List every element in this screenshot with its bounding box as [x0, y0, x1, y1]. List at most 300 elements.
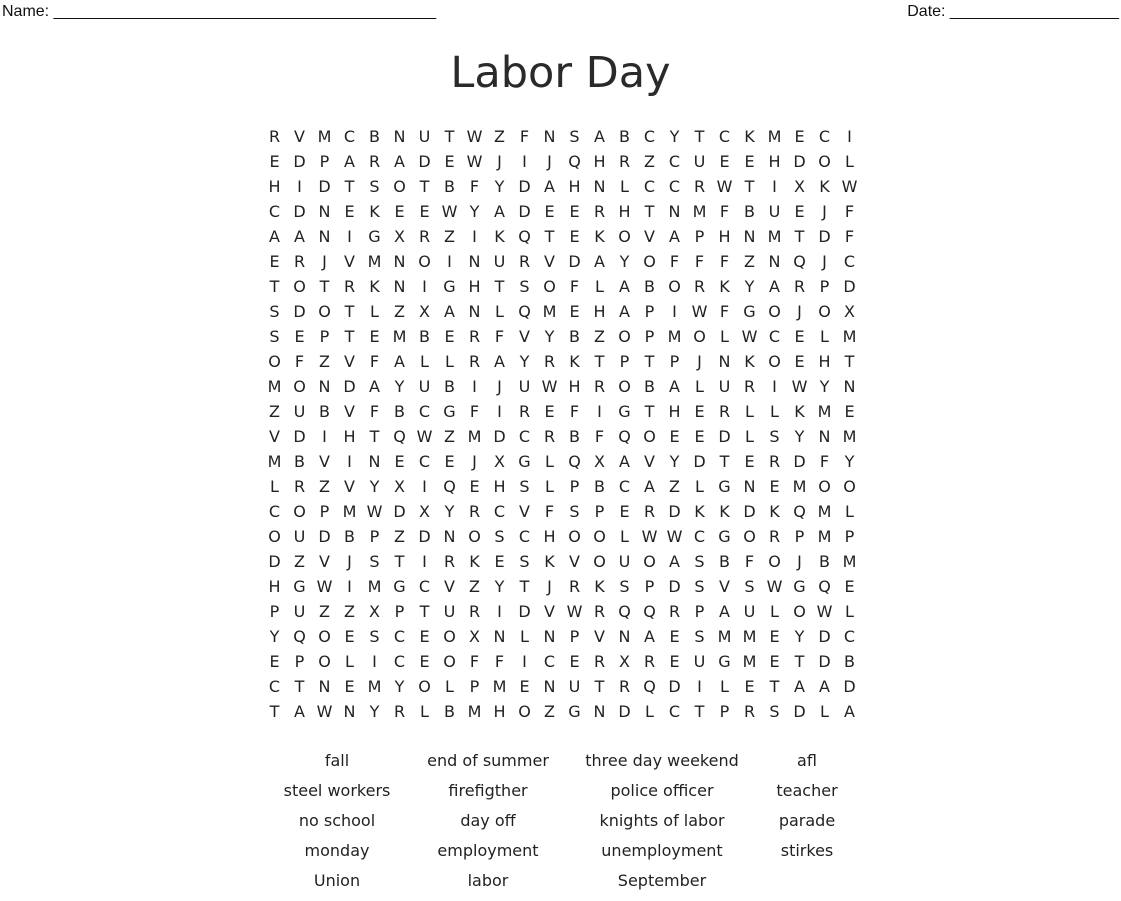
grid-letter: I [347, 227, 352, 246]
grid-letter: B [444, 702, 455, 721]
name-field-label: Name: ___________________________________________ [2, 3, 437, 20]
grid-letter: D [393, 502, 406, 521]
grid-letter: X [394, 477, 405, 496]
grid-letter: G [518, 452, 531, 471]
grid-letter: F [844, 202, 855, 221]
grid-letter: D [668, 502, 681, 521]
grid-letter: R [468, 602, 481, 621]
grid-letter: O [318, 302, 331, 321]
grid-letter: E [794, 327, 805, 346]
grid-letter: M [342, 502, 357, 521]
grid-letter: E [744, 452, 755, 471]
grid-letter: Y [669, 452, 680, 471]
grid-letter: T [419, 602, 430, 621]
grid-letter: U [693, 652, 706, 671]
grid-letter: N [368, 452, 381, 471]
grid-letter: H [593, 152, 606, 171]
grid-letter: J [822, 252, 827, 271]
grid-letter: D [418, 527, 431, 546]
grid-letter: O [618, 377, 631, 396]
grid-letter: V [644, 227, 655, 246]
grid-letter: V [444, 577, 455, 596]
grid-letter: U [768, 202, 781, 221]
grid-letter: N [393, 252, 406, 271]
grid-letter: I [347, 452, 352, 471]
grid-letter: E [419, 652, 430, 671]
grid-letter: H [768, 152, 781, 171]
grid-letter: E [419, 202, 430, 221]
grid-letter: D [318, 177, 331, 196]
grid-letter: H [493, 477, 506, 496]
grid-letter: K [694, 502, 705, 521]
grid-letter: T [519, 577, 530, 596]
grid-letter: N [668, 202, 681, 221]
grid-letter: A [769, 277, 780, 296]
grid-letter: F [719, 252, 730, 271]
grid-letter: R [693, 177, 706, 196]
grid-letter: R [618, 677, 631, 696]
grid-letter: T [719, 452, 730, 471]
grid-letter: O [268, 527, 281, 546]
grid-letter: E [719, 152, 730, 171]
grid-letter: D [518, 602, 531, 621]
grid-letter: I [447, 252, 452, 271]
grid-letter: D [818, 627, 831, 646]
grid-letter: N [718, 352, 731, 371]
grid-letter: K [494, 227, 505, 246]
grid-letter: D [818, 652, 831, 671]
grid-letter: M [467, 427, 482, 446]
grid-letter: M [792, 477, 807, 496]
grid-letter: Y [494, 577, 505, 596]
grid-letter: M [842, 327, 857, 346]
grid-letter: P [569, 477, 580, 496]
grid-letter: M [367, 677, 382, 696]
grid-letter: B [569, 327, 580, 346]
grid-letter: V [344, 402, 355, 421]
grid-letter: L [745, 402, 754, 421]
grid-letter: A [719, 602, 730, 621]
grid-letter: T [794, 652, 805, 671]
grid-letter: J [697, 352, 702, 371]
grid-letter: V [519, 327, 530, 346]
grid-letter: I [697, 677, 702, 696]
grid-letter: M [267, 377, 282, 396]
grid-letter: P [294, 652, 305, 671]
grid-letter: R [518, 252, 531, 271]
grid-letter: D [793, 452, 806, 471]
grid-letter: R [443, 552, 456, 571]
grid-letter: W [741, 327, 758, 346]
grid-letter: Q [568, 152, 581, 171]
grid-letter: F [294, 352, 305, 371]
grid-letter: R [718, 402, 731, 421]
grid-letter: R [743, 377, 756, 396]
grid-letter: M [767, 227, 782, 246]
grid-letter: I [347, 577, 352, 596]
grid-letter: Y [394, 377, 405, 396]
grid-letter: Y [369, 702, 380, 721]
grid-letter: W [466, 127, 483, 146]
grid-letter: I [497, 402, 502, 421]
grid-letter: N [843, 377, 856, 396]
grid-letter: U [443, 602, 456, 621]
grid-letter: F [844, 227, 855, 246]
grid-letter: T [694, 127, 705, 146]
grid-letter: R [693, 277, 706, 296]
grid-letter: T [319, 277, 330, 296]
grid-letter: Z [544, 702, 555, 721]
grid-letter: C [843, 627, 856, 646]
grid-letter: L [820, 702, 829, 721]
grid-letter: W [466, 152, 483, 171]
grid-letter: E [369, 327, 380, 346]
grid-letter: L [745, 427, 754, 446]
grid-letter: J [322, 252, 327, 271]
grid-letter: D [618, 702, 631, 721]
grid-letter: X [419, 302, 430, 321]
grid-letter: E [344, 202, 355, 221]
word-list-item: afl [797, 751, 817, 770]
grid-letter: V [319, 452, 330, 471]
grid-letter: N [318, 377, 331, 396]
grid-letter: N [743, 477, 756, 496]
grid-letter: O [318, 627, 331, 646]
grid-letter: R [593, 202, 606, 221]
grid-letter: D [518, 177, 531, 196]
grid-letter: X [494, 452, 505, 471]
grid-letter: H [268, 577, 281, 596]
grid-letter: M [392, 327, 407, 346]
grid-letter: E [844, 577, 855, 596]
word-list-item: teacher [776, 781, 838, 800]
grid-letter: L [695, 477, 704, 496]
grid-letter: D [343, 377, 356, 396]
grid-letter: P [844, 527, 855, 546]
grid-letter: E [569, 302, 580, 321]
grid-letter: R [643, 652, 656, 671]
grid-letter: E [519, 677, 530, 696]
grid-letter: Y [444, 502, 455, 521]
grid-letter: E [419, 627, 430, 646]
grid-letter: F [819, 452, 830, 471]
grid-letter: X [419, 502, 430, 521]
grid-letter: E [394, 202, 405, 221]
word-list-item: police officer [610, 781, 714, 800]
grid-letter: D [268, 552, 281, 571]
grid-letter: Z [644, 152, 655, 171]
grid-letter: P [594, 502, 605, 521]
grid-letter: L [845, 152, 854, 171]
grid-letter: Y [619, 252, 630, 271]
grid-letter: O [443, 652, 456, 671]
grid-letter: M [692, 202, 707, 221]
grid-letter: H [468, 277, 481, 296]
grid-letter: H [343, 427, 356, 446]
grid-letter: B [619, 127, 630, 146]
grid-letter: G [718, 527, 731, 546]
grid-letter: D [843, 277, 856, 296]
grid-letter: R [643, 502, 656, 521]
grid-letter: F [569, 402, 580, 421]
grid-letter: M [842, 552, 857, 571]
grid-letter: D [493, 427, 506, 446]
grid-letter: E [769, 477, 780, 496]
grid-letter: H [818, 352, 831, 371]
grid-letter: V [644, 452, 655, 471]
grid-letter: N [743, 227, 756, 246]
grid-letter: E [569, 652, 580, 671]
grid-letter: O [768, 552, 781, 571]
grid-letter: B [569, 427, 580, 446]
grid-letter: E [544, 202, 555, 221]
grid-letter: L [770, 602, 779, 621]
grid-letter: I [322, 427, 327, 446]
grid-letter: B [644, 277, 655, 296]
grid-letter: R [393, 702, 406, 721]
grid-letter: O [293, 502, 306, 521]
grid-letter: H [668, 402, 681, 421]
grid-letter: B [444, 377, 455, 396]
grid-letter: Q [393, 427, 406, 446]
grid-letter: F [719, 302, 730, 321]
grid-letter: U [293, 602, 306, 621]
grid-letter: A [619, 302, 630, 321]
grid-letter: O [418, 252, 431, 271]
grid-letter: R [543, 352, 556, 371]
grid-letter: I [422, 277, 427, 296]
grid-letter: E [694, 427, 705, 446]
grid-letter: N [593, 177, 606, 196]
grid-letter: A [669, 377, 680, 396]
grid-letter: F [369, 402, 380, 421]
grid-letter: T [494, 277, 505, 296]
grid-letter: V [569, 552, 580, 571]
grid-letter: Z [294, 552, 305, 571]
grid-letter: B [819, 552, 830, 571]
word-list-item: firefigther [448, 781, 528, 800]
date-field-label: Date: ___________________ [907, 3, 1119, 20]
grid-letter: T [419, 177, 430, 196]
grid-letter: L [820, 327, 829, 346]
grid-letter: P [269, 602, 280, 621]
grid-letter: I [772, 377, 777, 396]
grid-letter: N [343, 702, 356, 721]
grid-letter: R [668, 602, 681, 621]
grid-letter: T [269, 702, 280, 721]
grid-letter: D [293, 152, 306, 171]
grid-letter: I [472, 227, 477, 246]
grid-letter: F [469, 402, 480, 421]
grid-letter: E [444, 152, 455, 171]
grid-letter: A [594, 127, 605, 146]
grid-letter: C [543, 652, 556, 671]
grid-letter: D [293, 202, 306, 221]
word-list-item: steel workers [283, 781, 391, 800]
grid-letter: D [568, 252, 581, 271]
grid-letter: Z [469, 577, 480, 596]
grid-letter: C [668, 177, 681, 196]
word-list-item: stirkes [780, 841, 834, 860]
grid-letter: P [569, 627, 580, 646]
grid-letter: Y [794, 427, 805, 446]
grid-letter: A [294, 702, 305, 721]
grid-letter: Z [594, 327, 605, 346]
grid-letter: H [593, 302, 606, 321]
grid-letter: O [643, 252, 656, 271]
grid-letter: C [668, 702, 681, 721]
grid-letter: O [593, 552, 606, 571]
grid-letter: Q [518, 227, 531, 246]
grid-letter: O [568, 527, 581, 546]
grid-letter: A [369, 377, 380, 396]
grid-letter: O [643, 427, 656, 446]
grid-letter: N [618, 627, 631, 646]
grid-letter: Y [519, 352, 530, 371]
grid-letter: A [819, 677, 830, 696]
grid-letter: O [418, 677, 431, 696]
grid-letter: M [817, 527, 832, 546]
grid-letter: B [419, 327, 430, 346]
grid-letter: W [316, 577, 333, 596]
grid-letter: P [644, 302, 655, 321]
grid-letter: K [769, 502, 780, 521]
word-list-item: day off [460, 811, 516, 830]
grid-letter: Q [618, 602, 631, 621]
grid-letter: Q [793, 502, 806, 521]
grid-letter: I [372, 652, 377, 671]
grid-letter: J [822, 202, 827, 221]
grid-letter: F [369, 352, 380, 371]
grid-letter: W [791, 377, 808, 396]
grid-letter: N [393, 277, 406, 296]
grid-letter: S [769, 702, 780, 721]
grid-letter: A [444, 302, 455, 321]
grid-letter: S [519, 552, 530, 571]
grid-letter: E [544, 402, 555, 421]
grid-letter: G [793, 577, 806, 596]
grid-letter: E [469, 477, 480, 496]
grid-letter: L [495, 302, 504, 321]
grid-letter: X [844, 302, 855, 321]
word-list-item: end of summer [427, 751, 549, 770]
grid-letter: J [347, 552, 352, 571]
grid-letter: E [294, 327, 305, 346]
grid-letter: J [547, 152, 552, 171]
grid-letter: L [420, 352, 429, 371]
grid-letter: M [367, 252, 382, 271]
letter-grid [262, 124, 862, 724]
grid-letter: A [344, 152, 355, 171]
grid-letter: G [568, 702, 581, 721]
grid-letter: Q [618, 427, 631, 446]
grid-letter: G [443, 402, 456, 421]
grid-letter: V [344, 352, 355, 371]
grid-letter: L [445, 352, 454, 371]
grid-letter: U [743, 602, 756, 621]
grid-letter: K [794, 402, 805, 421]
grid-letter: R [593, 377, 606, 396]
grid-letter: M [742, 652, 757, 671]
grid-letter: U [693, 152, 706, 171]
grid-letter: P [644, 577, 655, 596]
grid-letter: C [268, 502, 281, 521]
grid-letter: T [344, 302, 355, 321]
grid-letter: B [394, 402, 405, 421]
grid-letter: O [643, 552, 656, 571]
grid-letter: E [269, 652, 280, 671]
grid-letter: F [744, 552, 755, 571]
grid-letter: R [768, 452, 781, 471]
page-title: Labor Day [450, 48, 671, 98]
grid-letter: Y [844, 452, 855, 471]
grid-letter: N [393, 127, 406, 146]
grid-letter: K [369, 277, 380, 296]
grid-letter: C [393, 652, 406, 671]
grid-letter: K [744, 352, 755, 371]
grid-letter: H [618, 202, 631, 221]
word-list-item: parade [778, 811, 836, 830]
grid-letter: O [293, 377, 306, 396]
grid-letter: C [268, 202, 281, 221]
grid-letter: X [369, 602, 380, 621]
grid-letter: T [694, 702, 705, 721]
grid-letter: O [768, 352, 781, 371]
grid-letter: F [519, 127, 530, 146]
word-list-item: fall [324, 751, 350, 770]
grid-letter: E [794, 202, 805, 221]
grid-letter: V [269, 427, 280, 446]
grid-letter: V [544, 252, 555, 271]
grid-letter: S [769, 427, 780, 446]
grid-letter: C [643, 127, 656, 146]
grid-letter: N [543, 627, 556, 646]
grid-letter: W [641, 527, 658, 546]
grid-letter: S [519, 277, 530, 296]
grid-letter: L [520, 627, 529, 646]
grid-letter: A [294, 227, 305, 246]
grid-letter: O [743, 527, 756, 546]
grid-letter: O [693, 327, 706, 346]
grid-letter: E [569, 202, 580, 221]
grid-letter: T [794, 227, 805, 246]
grid-letter: U [418, 377, 431, 396]
grid-letter: M [467, 702, 482, 721]
grid-letter: Q [568, 452, 581, 471]
grid-letter: J [497, 152, 502, 171]
grid-letter: Q [443, 477, 456, 496]
grid-letter: M [542, 302, 557, 321]
grid-letter: O [668, 277, 681, 296]
grid-letter: R [468, 352, 481, 371]
grid-letter: G [718, 477, 731, 496]
grid-letter: K [719, 502, 730, 521]
grid-letter: Q [643, 677, 656, 696]
grid-letter: M [817, 402, 832, 421]
grid-letter: W [541, 377, 558, 396]
grid-letter: F [494, 652, 505, 671]
word-list-item: monday [304, 841, 370, 860]
grid-letter: N [318, 202, 331, 221]
grid-letter: I [297, 177, 302, 196]
grid-letter: G [743, 302, 756, 321]
grid-letter: X [794, 177, 805, 196]
grid-letter: O [793, 602, 806, 621]
grid-letter: E [344, 627, 355, 646]
grid-letter: V [719, 577, 730, 596]
grid-letter: T [844, 352, 855, 371]
grid-letter: O [393, 177, 406, 196]
